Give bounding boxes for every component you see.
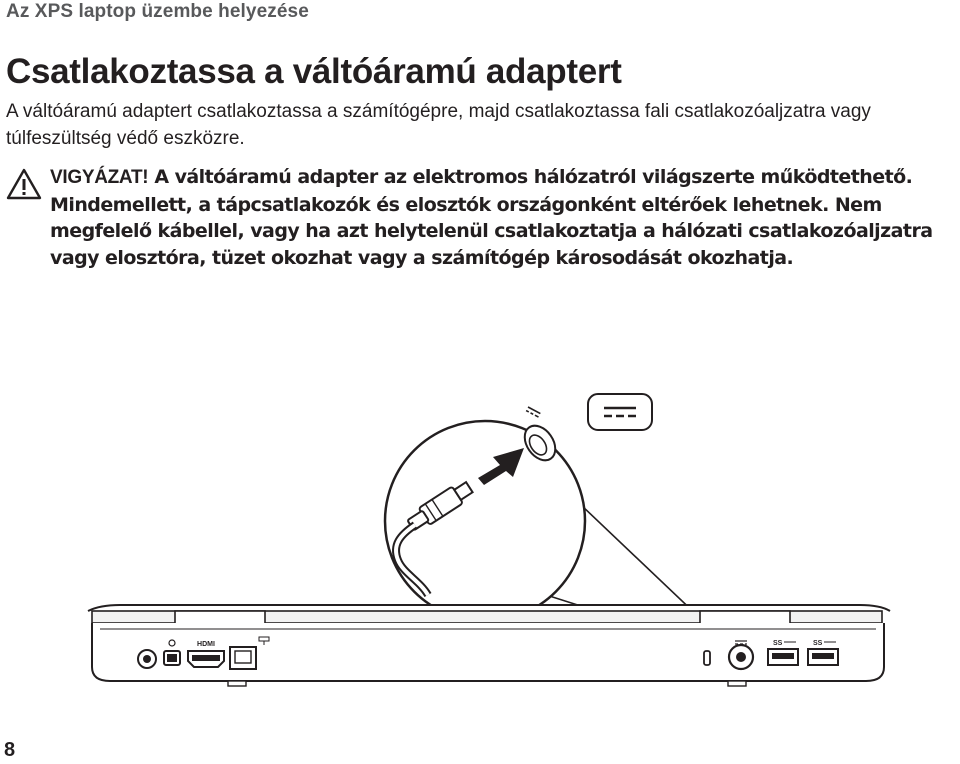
section-title: Csatlakoztassa a váltóáramú adaptert (6, 52, 622, 91)
page-number: 8 (4, 739, 16, 761)
audio-port (138, 650, 156, 668)
caution-label: VIGYÁZAT! (50, 167, 149, 188)
dc-power-symbol-icon (588, 394, 652, 430)
warning-triangle-icon (6, 168, 42, 200)
caution-paragraph (50, 164, 955, 271)
usb2-label: SS (813, 640, 823, 647)
usb1-label: SS (773, 640, 783, 647)
caution-text: A váltóáramú adapter az elektromos hálózatról világszerte működtethető. Mindemellett, a tápcsatlakozók és elosztók országonként eltérőek lehetnek. Nem megfelelő kábellel, vagy ha azt helytelenül csatlakoztatja a hálózati csatlakozóaljzatra vagy elosztóra, tüzet okozhat vagy a számítógép károsodását okozhatja. (50, 166, 933, 269)
hdmi-label: HDMI (197, 641, 215, 648)
adapter-connection-illustration (0, 385, 960, 705)
laptop-back-view (88, 605, 890, 686)
security-lock-slot-icon (704, 651, 710, 665)
chapter-title: Az XPS laptop üzembe helyezése (6, 1, 309, 22)
intro-paragraph: A váltóáramú adaptert csatlakoztassa a számítógépre, majd csatlakoztassa fali csatlakozóaljzatra vagy túlfeszültség védő eszközre. (6, 101, 871, 149)
